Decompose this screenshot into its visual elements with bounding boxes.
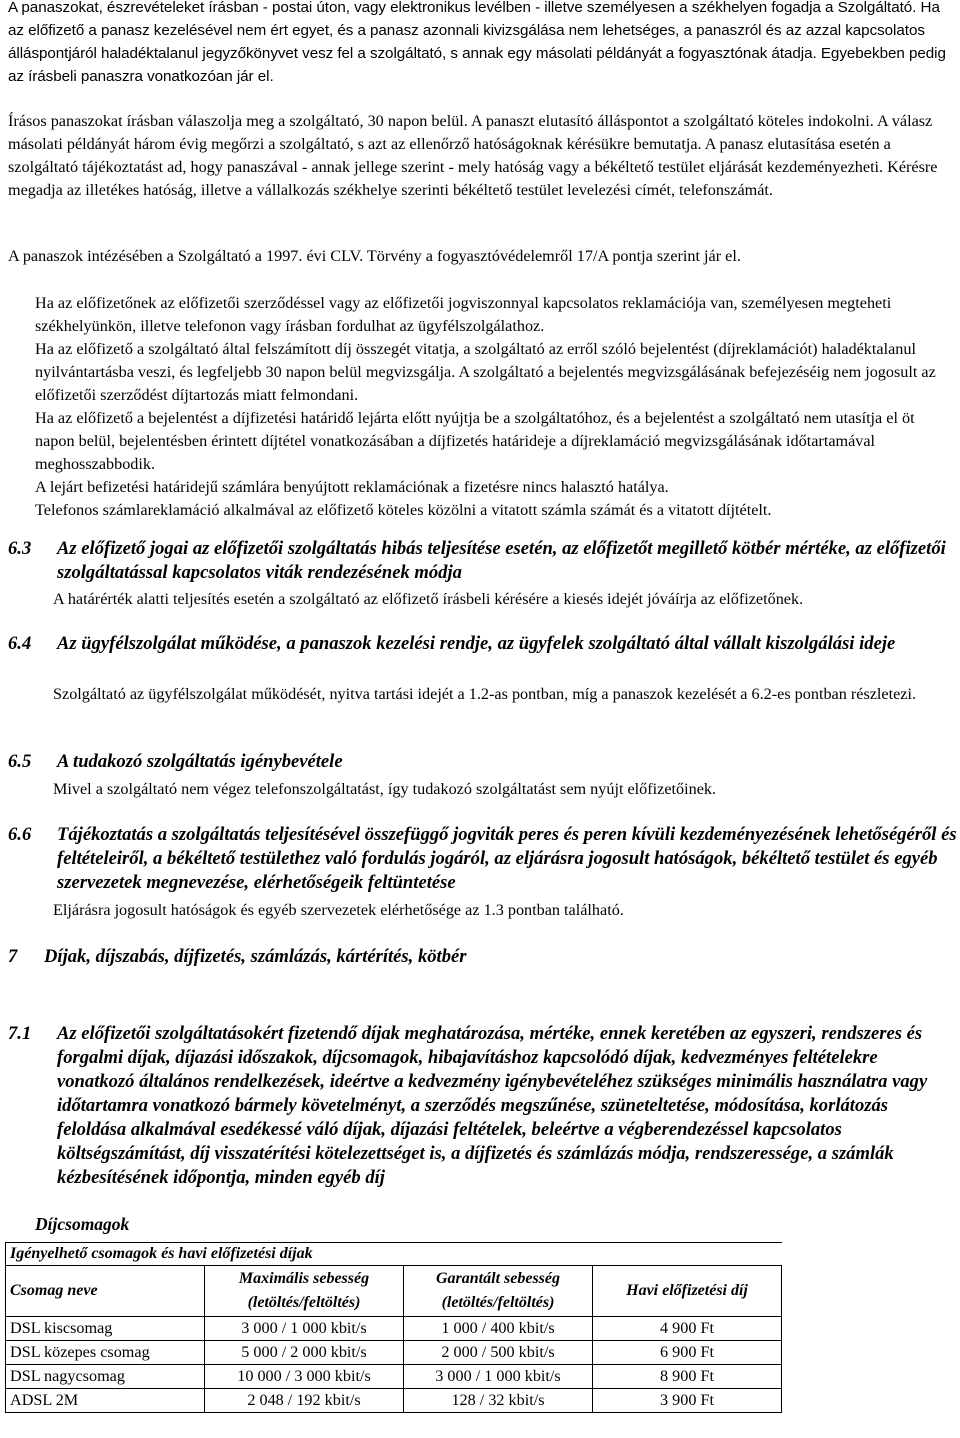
column-header-max-speed: Maximális sebesség (letöltés/feltöltés) (205, 1266, 404, 1317)
cell-guaranteed-speed: 1 000 / 400 kbit/s (404, 1317, 593, 1341)
column-header-monthly-fee: Havi előfizetési díj (593, 1266, 782, 1317)
column-header-name: Csomag neve (6, 1266, 205, 1317)
section-number: 6.6 (8, 824, 32, 845)
cell-monthly-fee: 8 900 Ft (593, 1365, 782, 1389)
section-title: Díjak, díjszabás, díjfizetés, számlázás, kártérítés, kötbér (44, 946, 467, 967)
cell-monthly-fee: 3 900 Ft (593, 1389, 782, 1413)
cell-package-name: DSL nagycsomag (6, 1365, 205, 1389)
section-number: 6.4 (8, 633, 32, 654)
cell-max-speed: 2 048 / 192 kbit/s (205, 1389, 404, 1413)
table-row (6, 1365, 782, 1389)
paragraph-reclamation: Ha az előfizetőnek az előfizetői szerződéssel vagy az előfizetői jogviszonnyal kapcsolatos reklamációja van, személyesen megteheti székhelyünkön, illetve telefonon vagy írásban fordulhat az ügyfélszolgálathoz. (35, 294, 892, 335)
section-number: 6.3 (8, 538, 32, 559)
paragraph-consumer-protection: A panaszok intézésében a Szolgáltató a 1997. évi CLV. Törvény a fogyasztóvédelemről 17/A pontja szerint jár el. (8, 247, 741, 265)
cell-monthly-fee: 6 900 Ft (593, 1341, 782, 1365)
cell-monthly-fee: 4 900 Ft (593, 1317, 782, 1341)
cell-guaranteed-speed: 2 000 / 500 kbit/s (404, 1341, 593, 1365)
column-header-guaranteed-speed: Garantált sebesség (letöltés/feltöltés) (404, 1266, 593, 1317)
section-6-5-body: Mivel a szolgáltató nem végez telefonszolgáltatást, így tudakozó szolgáltatást sem nyújt előfizetőinek. (53, 780, 717, 798)
section-number: 7.1 (8, 1023, 32, 1044)
section-6-4-body: Szolgáltató az ügyfélszolgálat működését, nyitva tartási idejét a 1.2-as pontban, míg a panaszok kezelését a 6.2-es pontban részletezi. (53, 685, 917, 703)
table-row (6, 1317, 782, 1341)
table-row (6, 1389, 782, 1413)
packages-heading: Díjcsomagok (35, 1214, 130, 1234)
cell-max-speed: 3 000 / 1 000 kbit/s (205, 1317, 404, 1341)
paragraph-deadline: Ha az előfizető a bejelentést a díjfizetési határidő lejárta előtt nyújtja be a szolgáltatóhoz, és a bejelentést a szolgáltató nem utasítja el öt napon belül, bejelentésben érintett díjtétel vonatkozásában a díjfizetés határideje a díjreklamáció megvizsgálásának időtartamával meghosszabbodik. (35, 409, 915, 473)
table-caption: Igényelhető csomagok és havi előfizetési díjak (6, 1243, 782, 1266)
paragraph-overdue-invoice: A lejárt befizetési határidejű számlára benyújtott reklamációnak a fizetésre nincs halasztó hatálya. (35, 478, 669, 496)
cell-package-name: ADSL 2M (6, 1389, 205, 1413)
paragraph-fee-dispute: Ha az előfizető a szolgáltató által felszámított díj összegét vitatja, a szolgáltató az erről szóló bejelentést (díjreklamációt) haladéktalanul nyilvántartásba veszi, és legfeljebb 30 napon belül megvizsgálja. A szolgáltató a bejelentés megvizsgálásának befejezéséig nem jogosult az előfizetői szerződést díjtartozás miatt felmondani. (35, 340, 936, 404)
section-title: Az előfizetői szolgáltatásokért fizetendő díjak meghatározása, mértéke, ennek keretében az egyszeri, rendszeres és forgalmi díjak, díjazási időszakok, díjcsomagok, hibajavításhoz kapcsolódó díjak, kedvezményes feltételekre vonatkozó általános rendelkezések, ideértve a kedvezmény igénybevételéhez szükséges minimális használatra vagy időtartamra vonatkozó bármely követelményt, a szerződés megszűnése, szüneteltetése, módosítása, korlátozás feloldása alkalmával esedékessé váló díjak, díjazási feltételek, beleértve a végberendezéssel kapcsolatos költségszámítást, díj visszatérítési kötelezettséget is, a díjfizetés és számlázás módja, rendszeressége, a számlák kézbesítésének időpontja, minden egyéb díj (57, 1023, 928, 1188)
section-number: 7 (8, 946, 18, 967)
cell-package-name: DSL közepes csomag (6, 1341, 205, 1365)
section-title: A tudakozó szolgáltatás igénybevétele (57, 751, 343, 772)
section-number: 6.5 (8, 751, 32, 772)
cell-package-name: DSL kiscsomag (6, 1317, 205, 1341)
paragraph-complaint-handling: A panaszokat, észrevételeket írásban - postai úton, vagy elektronikus levélben - illetve személyesen a székhelyen fogadja a Szolgáltató. Ha az előfizető a panasz kezelésével nem ért egyet, és a panasz azonnali kivizsgálása nem lehetséges, a panaszról és az azzal kapcsolatos álláspontjáról haladéktalanul jegyzőkönyvet vesz fel a szolgáltató, s annak egy másolati példányát a fogyasztónak átadja. Egyebekben pedig az írásbeli panaszra vonatkozóan jár el. (8, 0, 946, 85)
cell-max-speed: 10 000 / 3 000 kbit/s (205, 1365, 404, 1389)
section-title: Az ügyfélszolgálat működése, a panaszok kezelési rendje, az ügyfelek szolgáltató által vállalt kiszolgálási ideje (57, 633, 896, 654)
cell-guaranteed-speed: 3 000 / 1 000 kbit/s (404, 1365, 593, 1389)
cell-max-speed: 5 000 / 2 000 kbit/s (205, 1341, 404, 1365)
paragraph-written-complaints: Írásos panaszokat írásban válaszolja meg a szolgáltató, 30 napon belül. A panaszt elutasító álláspontot a szolgáltató köteles indokolni. A válasz másolati példányát három évig megőrzi a szolgáltató, s azt az ellenőrző hatóságoknak kérésükre bemutatja. A panasz elutasítása esetén a szolgáltató tájékoztatást ad, hogy panaszával - annak jellege szerint - mely hatóság vagy a békéltető testület eljárását kezdeményezheti. Kérésre megadja az illetékes hatóság, illetve a vállalkozás székhelye szerinti békéltető testület levelezési címét, telefonszámát. (8, 112, 938, 199)
section-title: Az előfizető jogai az előfizetői szolgáltatás hibás teljesítése esetén, az előfizetőt megillető kötbér mértéke, az előfizetői szolgáltatással kapcsolatos viták rendezésének módja (57, 538, 946, 583)
table-row (6, 1341, 782, 1365)
section-title: Tájékoztatás a szolgáltatás teljesítésével összefüggő jogviták peres és peren kívüli kezdeményezésének lehetőségéről és feltételeiről, a békéltető testülethez való fordulás jogáról, az eljárásra jogosult hatóságok, békéltető testület és egyéb szervezetek megnevezése, elérhetőségeik feltüntetése (57, 824, 957, 893)
cell-guaranteed-speed: 128 / 32 kbit/s (404, 1389, 593, 1413)
section-6-3-body: A határérték alatti teljesítés esetén a szolgáltató az előfizető írásbeli kérésére a kiesés idejét jóváírja az előfizetőnek. (53, 590, 804, 608)
section-6-6-body: Eljárásra jogosult hatóságok és egyéb szervezetek elérhetősége az 1.3 pontban található. (53, 901, 624, 919)
paragraph-phone-reclamation: Telefonos számlareklamáció alkalmával az előfizető köteles közölni a vitatott számla számát és a vitatott díjtételt. (35, 501, 772, 519)
packages-table (5, 1242, 782, 1413)
